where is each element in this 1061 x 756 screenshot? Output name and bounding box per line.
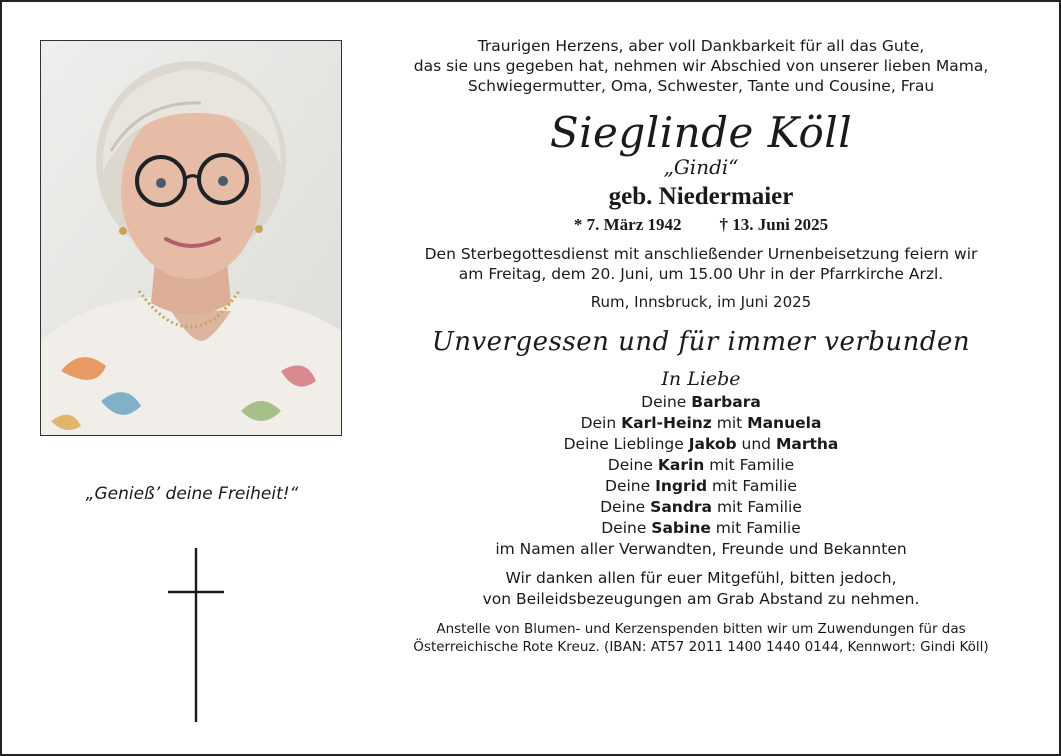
family-member: Deine Karin mit Familie	[607, 456, 795, 474]
deceased-name: Sieglinde Köll	[549, 108, 853, 157]
family-member: Deine Sabine mit Familie	[601, 519, 801, 537]
family-list	[364, 392, 1038, 560]
family-member: Dein Karl-Heinz mit Manuela	[580, 414, 822, 432]
family-member: Deine Lieblinge Jakob und Martha	[563, 435, 839, 453]
obituary-text	[364, 36, 1038, 656]
service-line: am Freitag, dem 20. Juni, um 15.00 Uhr in der Pfarrkirche Arzl.	[458, 265, 944, 283]
intro-line: das sie uns gegeben hat, nehmen wir Abschied von unserer lieben Mama,	[413, 57, 989, 75]
service-line: Den Sterbegottesdienst mit anschließender Urnenbeisetzung feiern wir	[424, 245, 978, 263]
intro-line: Schwiegermutter, Oma, Schwester, Tante und Cousine, Frau	[467, 77, 935, 95]
cross-icon	[168, 548, 224, 722]
memory-line: Unvergessen und für immer verbunden	[431, 327, 971, 357]
birth-name: geb. Niedermaier	[608, 183, 794, 210]
place-date: Rum, Innsbruck, im Juni 2025	[590, 293, 812, 311]
family-member: Deine Barbara	[641, 393, 761, 411]
intro-line: Traurigen Herzens, aber voll Dankbarkeit für all das Gute,	[477, 37, 925, 55]
donation-line: Anstelle von Blumen- und Kerzenspenden bitten wir um Zuwendungen für das	[436, 621, 966, 637]
family-closing: im Namen aller Verwandten, Freunde und Bekannten	[495, 540, 907, 558]
donation-note	[364, 620, 1038, 656]
family-member: Deine Ingrid mit Familie	[605, 477, 797, 495]
thanks-text	[364, 568, 1038, 610]
portrait-photo	[40, 40, 342, 436]
life-dates	[364, 214, 1038, 236]
nickname: „Gindi“	[663, 155, 739, 179]
service-info	[364, 244, 1038, 284]
family-member: Deine Sandra mit Familie	[600, 498, 802, 516]
in-love-heading: In Liebe	[661, 368, 741, 390]
motto-quote: „Genieß’ deine Freiheit!“	[85, 484, 299, 504]
death-date: † 13. Juni 2025	[719, 215, 829, 234]
thanks-line: von Beileidsbezeugungen am Grab Abstand zu nehmen.	[482, 590, 920, 608]
donation-line: Österreichische Rote Kreuz. (IBAN: AT57 2011 1400 1440 0144, Kennwort: Gindi Köll)	[413, 639, 989, 655]
thanks-line: Wir danken allen für euer Mitgefühl, bitten jedoch,	[505, 569, 897, 587]
birth-date: * 7. März 1942	[573, 215, 682, 234]
intro-text	[364, 36, 1038, 96]
